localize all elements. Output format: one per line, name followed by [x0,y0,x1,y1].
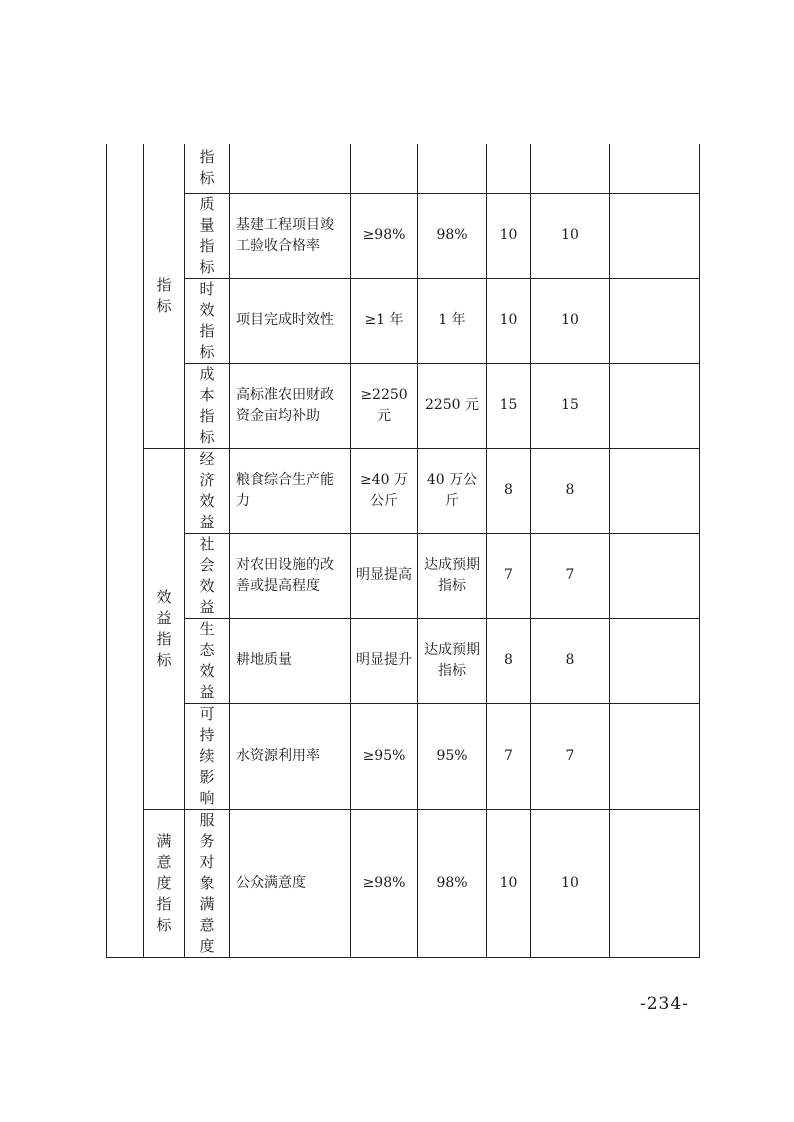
level3-cell: 社会效益 [185,533,230,618]
table-row [107,144,700,193]
indicator-cell: 公众满意度 [230,809,351,957]
level3-cell: 服务对象满意度 [185,809,230,957]
score-cell [531,144,610,193]
indicator-cell: 水资源利用率 [230,703,351,809]
level1-benefit-label: 效益指标 [156,587,172,669]
note-cell [610,448,700,533]
target-cell: ≥98% [351,193,418,278]
indicator-cell: 粮食综合生产能力 [230,448,351,533]
weight-cell: 10 [487,193,531,278]
level3-cell: 生态效益 [185,618,230,703]
indicator-cell: 基建工程项目竣工验收合格率 [230,193,351,278]
actual-cell: 2250 元 [418,363,487,448]
note-cell [610,809,700,957]
target-cell: ≥98% [351,809,418,957]
level1-benefit-cell [144,448,185,809]
performance-indicator-table [106,144,700,958]
indicator-cell: 耕地质量 [230,618,351,703]
level3-cell: 成本指标 [185,363,230,448]
page-number: -234- [640,994,689,1014]
target-cell: 明显提高 [351,533,418,618]
table-row [107,193,700,278]
weight-cell: 15 [487,363,531,448]
score-cell: 10 [531,193,610,278]
indicator-cell: 高标准农田财政资金亩均补助 [230,363,351,448]
actual-cell: 达成预期指标 [418,618,487,703]
weight-cell: 10 [487,278,531,363]
level3-cell: 时效指标 [185,278,230,363]
table-row [107,703,700,809]
actual-cell: 98% [418,809,487,957]
level3-cell: 可持续影响 [185,703,230,809]
table-row [107,809,700,957]
weight-cell: 7 [487,533,531,618]
note-cell [610,703,700,809]
indicator-cell [230,144,351,193]
table-row [107,618,700,703]
score-cell: 10 [531,809,610,957]
note-cell [610,193,700,278]
weight-cell: 7 [487,703,531,809]
level1-satisfaction-cell [144,809,185,957]
weight-cell: 10 [487,809,531,957]
weight-cell [487,144,531,193]
actual-cell: 95% [418,703,487,809]
target-cell: ≥40 万公斤 [351,448,418,533]
target-cell: ≥1 年 [351,278,418,363]
level1-satisfaction-label: 满意度指标 [156,831,172,934]
table-row [107,448,700,533]
score-cell: 8 [531,618,610,703]
score-cell: 8 [531,448,610,533]
table-row [107,363,700,448]
table-row [107,533,700,618]
level1-output-label: 指标 [156,275,172,315]
actual-cell: 1 年 [418,278,487,363]
indicator-cell: 对农田设施的改善或提高程度 [230,533,351,618]
weight-cell: 8 [487,618,531,703]
target-cell: 明显提升 [351,618,418,703]
actual-cell: 98% [418,193,487,278]
actual-cell: 达成预期指标 [418,533,487,618]
score-cell: 7 [531,533,610,618]
note-cell [610,278,700,363]
score-cell: 7 [531,703,610,809]
actual-cell: 40 万公斤 [418,448,487,533]
target-cell [351,144,418,193]
level3-cell: 质量指标 [185,193,230,278]
note-cell [610,363,700,448]
weight-cell: 8 [487,448,531,533]
actual-cell [418,144,487,193]
indicator-cell: 项目完成时效性 [230,278,351,363]
level1-output-cell [144,144,185,448]
level3-cell: 经济效益 [185,448,230,533]
target-cell: ≥2250元 [351,363,418,448]
table-row [107,278,700,363]
note-cell [610,533,700,618]
target-cell: ≥95% [351,703,418,809]
note-cell [610,618,700,703]
score-cell: 10 [531,278,610,363]
level3-cell: 指标 [185,144,230,193]
score-cell: 15 [531,363,610,448]
level0-column-cell [107,144,144,957]
note-cell [610,144,700,193]
